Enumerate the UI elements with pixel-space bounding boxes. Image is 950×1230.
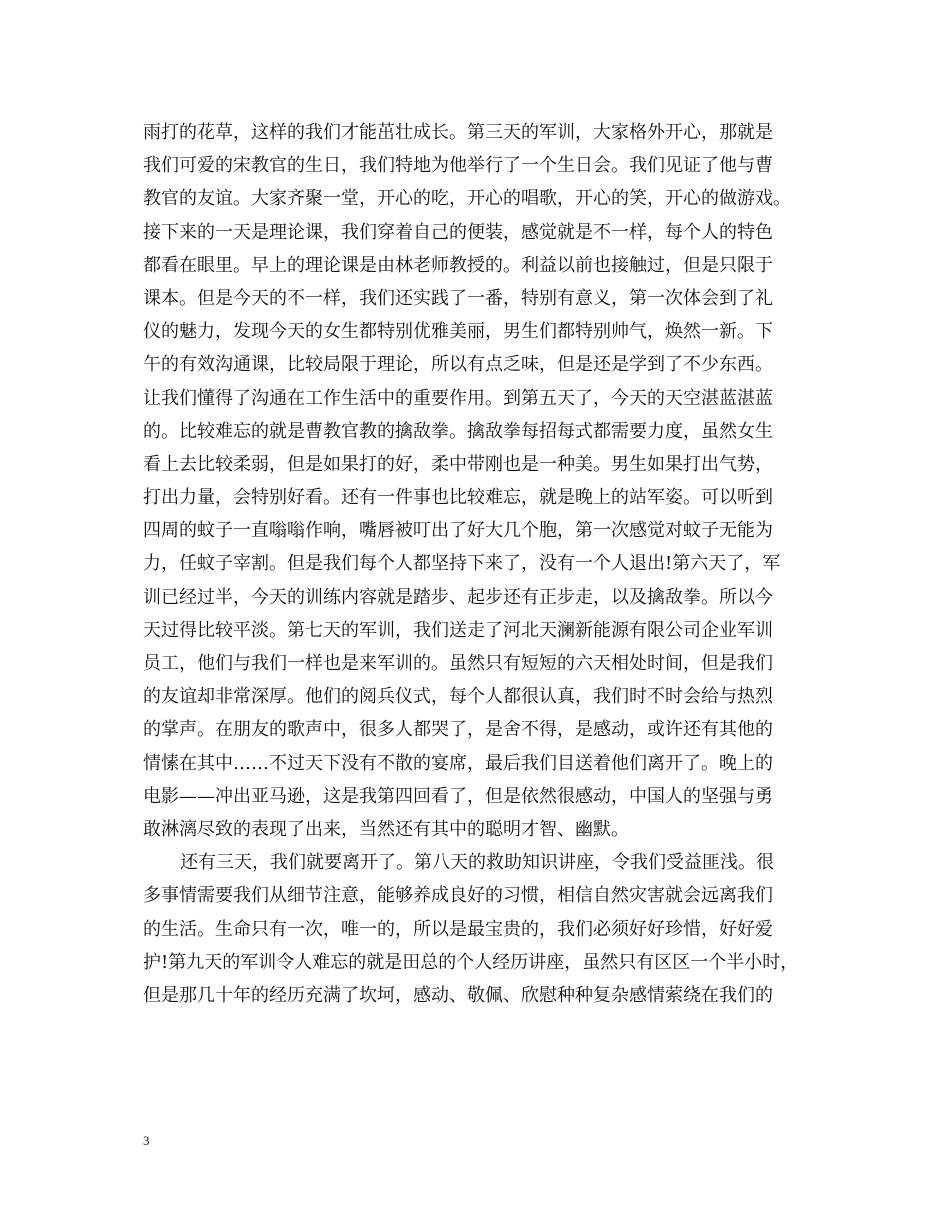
text-line: 天过得比较平淡。第七天的军训，我们送走了河北天澜新能源有限公司企业军训 [143, 619, 773, 641]
paragraph-first-line: 还有三天，我们就要离开了。第八天的救助知识讲座，令我们受益匪浅。很 [180, 852, 774, 874]
text-line: 电影——冲出亚马逊，这是我第四回看了，但是依然很感动，中国人的坚强与勇 [143, 785, 773, 807]
text-line: 让我们懂得了沟通在工作生活中的重要作用。到第五天了，今天的天空湛蓝湛蓝 [143, 387, 773, 409]
document-body [143, 116, 823, 1012]
page-number: 3 [143, 1133, 150, 1148]
text-line: 打出力量，会特别好看。还有一件事也比较难忘，就是晚上的站军姿。可以听到 [143, 487, 773, 509]
text-line: 敢淋漓尽致的表现了出来，当然还有其中的聪明才智、幽默。 [143, 818, 629, 840]
text-line: 的生活。生命只有一次，唯一的，所以是最宝贵的，我们必须好好珍惜，好好爱 [143, 918, 773, 940]
text-line: 午的有效沟通课，比较局限于理论，所以有点乏味，但是还是学到了不少东西。 [143, 354, 773, 376]
text-line: 的友谊却非常深厚。他们的阅兵仪式，每个人都很认真，我们时不时会给与热烈 [143, 686, 773, 708]
text-line: 我们可爱的宋教官的生日，我们特地为他举行了一个生日会。我们见证了他与曹 [143, 155, 773, 177]
text-line: 护!第九天的军训令人难忘的就是田总的个人经历讲座，虽然只有区区一个半小时， [143, 951, 799, 973]
text-line: 都看在眼里。早上的理论课是由林老师教授的。利益以前也接触过，但是只限于 [143, 254, 773, 276]
text-line: 员工，他们与我们一样也是来军训的。虽然只有短短的六天相处时间，但是我们 [143, 653, 773, 674]
text-line: 的掌声。在朋友的歌声中，很多人都哭了，是舍不得，是感动，或许还有其他的 [143, 719, 773, 741]
text-line: 多事情需要我们从细节注意，能够养成良好的习惯，相信自然灾害就会远离我们 [143, 885, 773, 907]
text-line: 课本。但是今天的不一样，我们还实践了一番，特别有意义，第一次体会到了礼 [143, 287, 773, 309]
text-line: 训已经过半，今天的训练内容就是踏步、起步还有正步走，以及擒敌拳。所以今 [143, 586, 773, 608]
text-line: 看上去比较柔弱，但是如果打的好，柔中带刚也是一种美。男生如果打出气势， [143, 453, 773, 475]
text-line: 的。比较难忘的就是曹教官教的擒敌拳。擒敌拳每招每式都需要力度，虽然女生 [143, 420, 773, 442]
text-line: 四周的蚊子一直嗡嗡作响，嘴唇被叮出了好大几个胞，第一次感觉对蚊子无能为 [143, 520, 773, 542]
text-line: 接下来的一天是理论课，我们穿着自己的便装，感觉就是不一样，每个人的特色 [143, 221, 773, 243]
text-line: 仪的魅力，发现今天的女生都特别优雅美丽，男生们都特别帅气，焕然一新。下 [143, 321, 773, 343]
text-line: 雨打的花草，这样的我们才能茁壮成长。第三天的军训，大家格外开心，那就是 [143, 122, 773, 143]
text-line: 情愫在其中……不过天下没有不散的宴席，最后我们目送着他们离开了。晚上的 [143, 752, 773, 774]
text-line: 力，任蚊子宰割。但是我们每个人都坚持下来了，没有一个人退出!第六天了，军 [143, 553, 781, 575]
text-line: 但是那几十年的经历充满了坎坷，感动、敬佩、欣慰种种复杂感情萦绕在我们的 [143, 984, 773, 1006]
text-line: 教官的友谊。大家齐聚一堂，开心的吃，开心的唱歌，开心的笑，开心的做游戏。 [143, 188, 791, 210]
